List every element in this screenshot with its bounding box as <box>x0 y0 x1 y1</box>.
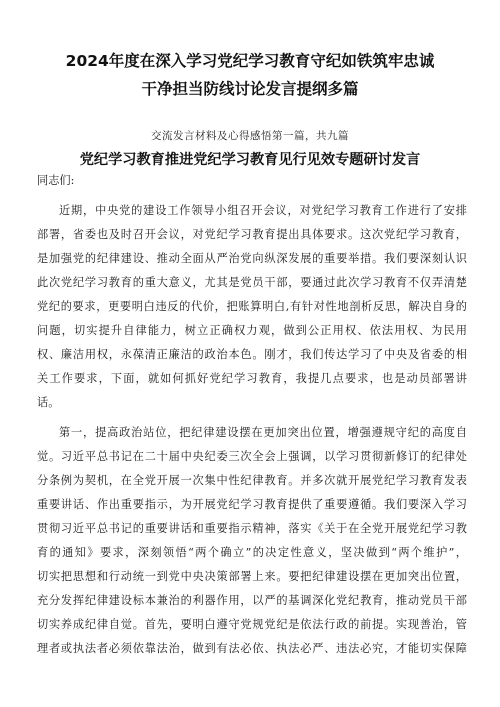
document-title-line-1: 2024年度在深入学习党纪学习教育守纪如铁筑牢忠诚 <box>65 52 435 70</box>
paragraph-2-line: 重要讲话、作出重要指示，为开展党纪学习教育提供了重要遵循。我们要深入学习 <box>37 498 467 511</box>
paragraph-1-line: 近期，中央党的建设工作领导小组召开会议，对党纪学习教育工作进行了安排 <box>59 204 467 217</box>
paragraph-2-line: 充分发挥纪律建设标本兼治的利器作用，以严的基调深化党纪教育，推动党员干部 <box>37 594 467 607</box>
paragraph-1-line: 关工作要求，下面，就如何抓好党纪学习教育，我提几点要求，也是动员部署讲 <box>37 372 467 385</box>
paragraph-1-line: 部署，省委也及时召开会议，对党纪学习教育提出具体要求。这次党纪学习教育， <box>37 228 467 241</box>
paragraph-2-line: 理者或执法者必须依靠法治，做到有法必依、执法必严、违法必究，才能切实保障 <box>37 642 467 655</box>
paragraph-1-line: 党纪的要求，更要明白违反的代价，把账算明白,有针对性地剖析反思，解决自身的 <box>37 300 467 313</box>
paragraph-2-line: 觉。习近平总书记在二十届中央纪委三次全会上强调，以学习贯彻新修订的纪律处 <box>37 450 467 463</box>
paragraph-1-line: 此次党纪学习教育的重大意义，尤其是党员干部，要通过此次学习教育不仅弄清楚 <box>37 276 467 289</box>
paragraph-1-line: 是加强党的纪律建设、推动全面从严治党向纵深发展的重要举措。我们要深刻认识 <box>37 252 467 265</box>
paragraph-2-line: 第一，提高政治站位，把纪律建设摆在更加突出位置，增强遵规守纪的高度自 <box>59 426 467 439</box>
paragraph-1-line: 问题，切实提升自律能力，树立正确权力观，做到公正用权、依法用权、为民用 <box>37 324 467 337</box>
paragraph-2-line: 分条例为契机，在全党开展一次集中性纪律教育。并多次就开展党纪学习教育发表 <box>37 474 467 487</box>
series-note: 交流发言材料及心得感悟第一篇，共九篇 <box>151 130 349 142</box>
paragraph-2-line: 育的通知》要求，深刻领悟“两个确立”的决定性意义，坚决做到“两个维护”， <box>37 546 467 559</box>
paragraph-2-line: 贯彻习近平总书记的重要讲话和重要指示精神，落实《关于在全党开展党纪学习教 <box>37 522 467 535</box>
salutation: 同志们: <box>37 174 75 187</box>
paragraph-1-line: 权、廉洁用权，永葆清正廉洁的政治本色。刚才，我们传达学习了中央及省委的相 <box>37 348 467 361</box>
paragraph-2-line: 切实把思想和行动统一到党中央决策部署上来。要把纪律建设摆在更加突出位置， <box>37 570 467 583</box>
article-title: 党纪学习教育推进党纪学习教育见行见效专题研讨发言 <box>79 152 421 168</box>
paragraph-2-line: 切实养成纪律自觉。首先，要明白遵守党规党纪是依法行政的前提。实现善治，管 <box>37 618 467 631</box>
document-title-line-2: 干净担当防线讨论发言提纲多篇 <box>141 80 359 98</box>
paragraph-1-line: 话。 <box>37 396 60 409</box>
